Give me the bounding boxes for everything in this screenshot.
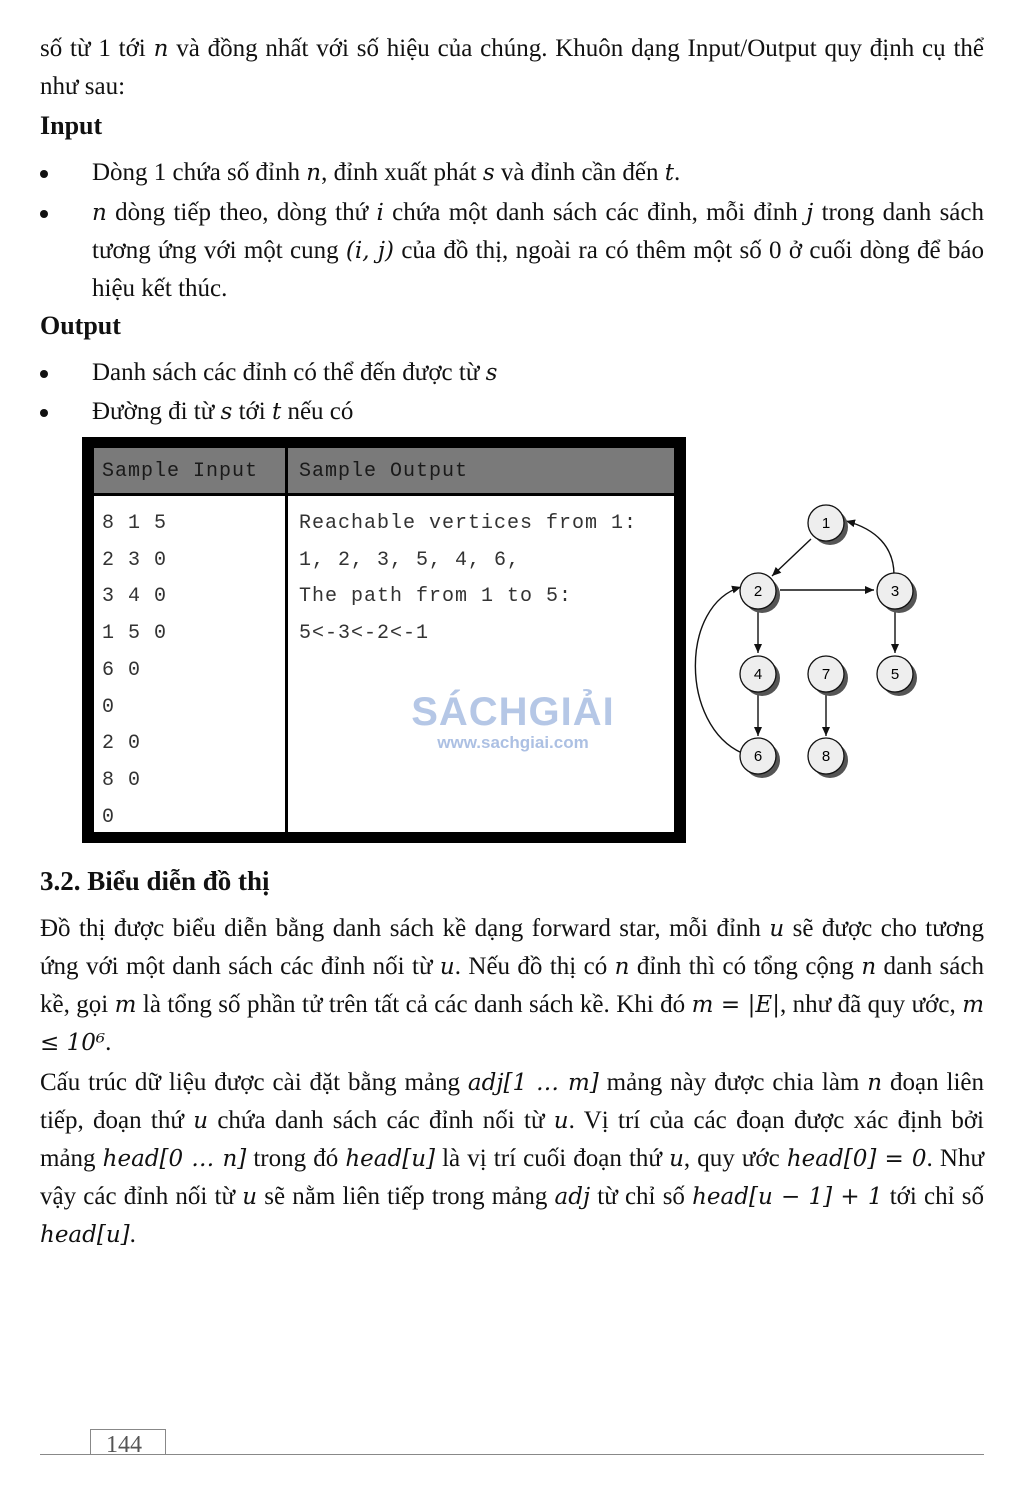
graph-node-6 [740, 738, 780, 778]
input-bullet-2: n dòng tiếp theo, dòng thứ i chứa một danh sách các đỉnh, mỗi đỉnh j trong danh sách tương ứng với một cung (i, j) của đồ thị, ngoài ra có thêm một số 0 ở cuối dòng để báo hiệu kết thúc. [40, 194, 984, 307]
page-number: 144 [106, 1432, 142, 1458]
edge-1-2 [772, 539, 811, 576]
svg-text:7: 7 [821, 666, 831, 683]
column-divider [285, 448, 288, 832]
section-title: 3.2. Biểu diễn đồ thị [40, 866, 270, 896]
input-heading: Input [40, 111, 103, 140]
bullet-icon [40, 170, 48, 178]
svg-text:3: 3 [890, 583, 900, 600]
watermark-url: www.sachgiai.com [437, 733, 589, 752]
section-paragraph-2: Cấu trúc dữ liệu được cài đặt bằng mảng adj[1 … m] mảng này được chia làm n đoạn liên tiếp, đoạn thứ u chứa danh sách các đỉnh nối từ u. Vị trí của các đoạn được xác định bởi mảng head[0 … n] trong đó head[u] là vị trí cuối đoạn thứ u, quy ước head[0] = 0. Như vậy các đỉnh nối từ u sẽ nằm liên tiếp trong mảng adj từ chỉ số head[u − 1] + 1 tới chỉ số head[u]. [40, 1069, 985, 1248]
watermark [408, 690, 618, 753]
output-bullet-2: Đường đi từ s tới t nếu có [40, 393, 984, 431]
svg-text:5: 5 [890, 666, 900, 683]
svg-text:2: 2 [753, 583, 763, 600]
edge-3-1 [846, 521, 894, 575]
sample-input-content: 8 1 5 2 3 0 3 4 0 1 5 0 6 0 0 2 0 8 0 0 [102, 512, 168, 829]
graph-node-4 [740, 656, 780, 696]
svg-text:1: 1 [821, 515, 831, 532]
graph-diagram [690, 495, 930, 785]
graph-node-7 [808, 656, 848, 696]
sample-output-header: Sample Output [299, 460, 469, 483]
sample-input-header: Sample Input [102, 460, 259, 483]
output-bullet-list [40, 354, 984, 431]
svg-text:4: 4 [753, 666, 763, 683]
svg-text:6: 6 [753, 748, 763, 765]
bullet-icon [40, 370, 48, 378]
footer-rule [40, 1454, 984, 1455]
graph-node-5 [877, 656, 917, 696]
input-bullet-1: Dòng 1 chứa số đỉnh n, đỉnh xuất phát s và đỉnh cần đến t. [40, 154, 984, 192]
graph-node-8 [808, 738, 848, 778]
sample-output-content: Reachable vertices from 1: 1, 2, 3, 5, 4, 6, The path from 1 to 5: 5<-3<-2<-1 [299, 512, 638, 646]
graph-node-3 [877, 573, 917, 613]
section-paragraph-1: Đồ thị được biểu diễn bằng danh sách kề dạng forward star, mỗi đỉnh u sẽ được cho tương ứng với một danh sách các đỉnh nối từ u. Nếu đồ thị có n đỉnh thì có tổng cộng n danh sách kề, gọi m là tổng số phần tử trên tất cả các danh sách kề. Khi đó m = |E|, như đã quy ước, m ≤ 10⁶. [40, 915, 984, 1056]
sample-io-table [82, 437, 686, 843]
bullet-icon [40, 409, 48, 417]
output-heading: Output [40, 311, 121, 340]
edge-6-2 [695, 587, 742, 753]
input-bullet-list [40, 154, 984, 307]
graph-node-2 [740, 573, 780, 613]
svg-text:8: 8 [821, 748, 831, 765]
bullet-icon [40, 210, 48, 218]
watermark-brand: SÁCHGIẢI [411, 690, 615, 734]
output-bullet-1: Danh sách các đỉnh có thể đến được từ s [40, 354, 984, 392]
graph-node-1 [808, 505, 848, 545]
intro-paragraph: số từ 1 tới n và đồng nhất với số hiệu của chúng. Khuôn dạng Input/Output quy định cụ thể như sau: [40, 35, 984, 100]
